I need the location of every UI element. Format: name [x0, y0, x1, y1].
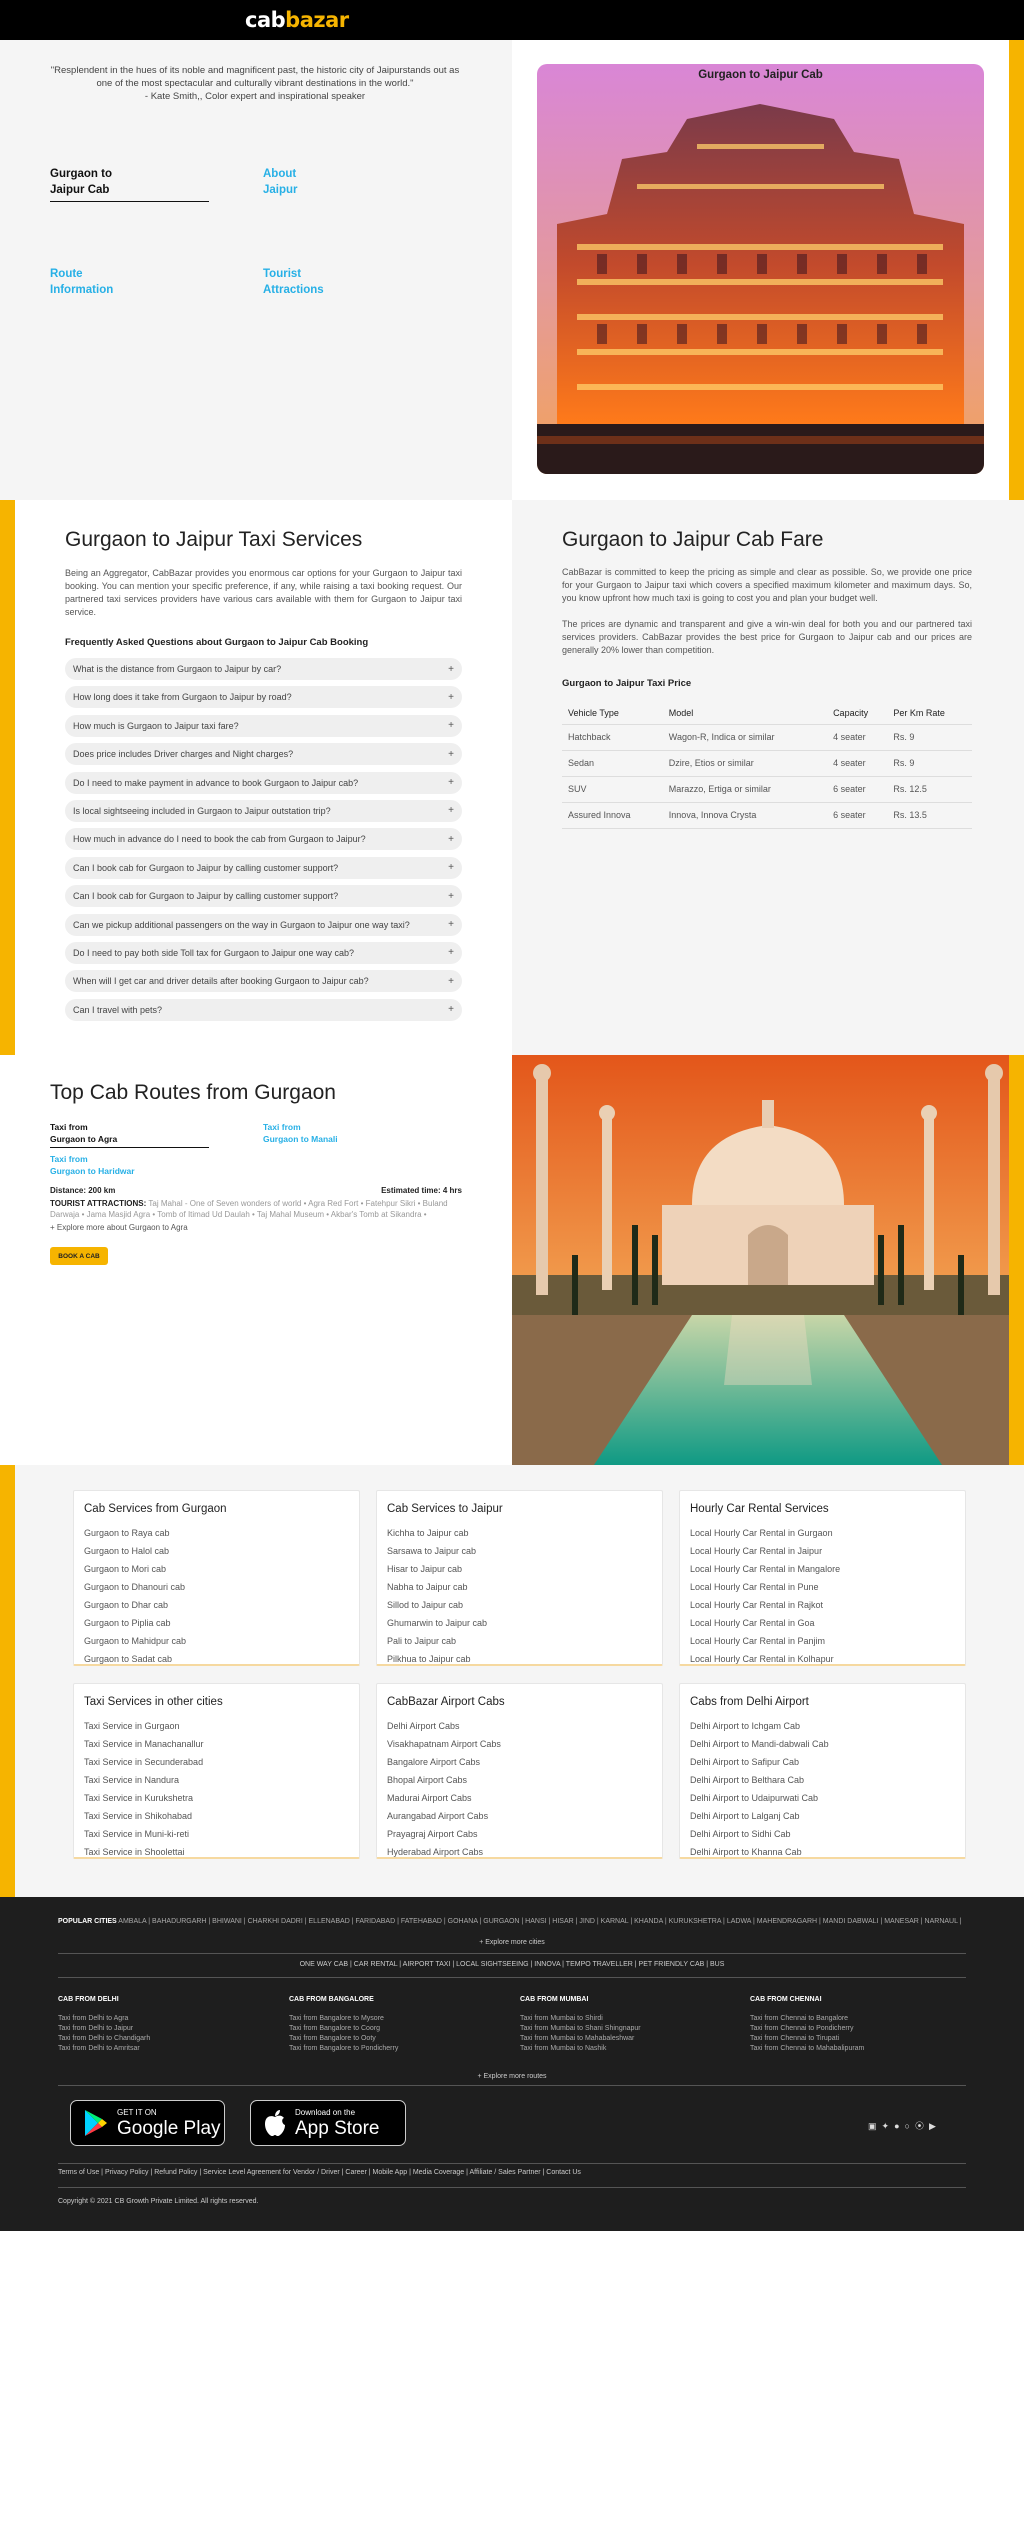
route-details: [50, 1185, 462, 1233]
pinterest-icon[interactable]: ⦿: [914, 2121, 929, 2131]
card-link[interactable]: Gurgaon to Raya cab: [84, 1528, 170, 1538]
card-title: Taxi Services in other cities: [84, 1696, 223, 1708]
card-link[interactable]: Gurgaon to Sadat cab: [84, 1654, 173, 1664]
card-link[interactable]: Ghumarwin to Jaipur cab: [387, 1618, 488, 1628]
tab-line1: Taxi from: [263, 1122, 301, 1132]
app-store-big: App Store: [295, 2117, 380, 2139]
faq-question: Is local sightseeing included in Gurgaon to Jaipur outstation trip?: [73, 805, 331, 816]
card-link[interactable]: Hyderabad Airport Cabs: [387, 1847, 484, 1857]
divider: [58, 2163, 966, 2164]
card-link[interactable]: Delhi Airport to Lalganj Cab: [690, 1811, 800, 1821]
card-link[interactable]: Taxi Service in Kurukshetra: [84, 1793, 194, 1803]
faq-item[interactable]: [65, 942, 462, 964]
plus-icon: +: [448, 833, 454, 845]
divider: [58, 1977, 966, 1978]
services-description: Being an Aggregator, CabBazar provides you enormous car options for your Gurgaon to Jaipur taxi booking. You can mention your specific preference, if any, while raising a taxi booking request. Our partnered taxi services providers have various cars available with them for Gurgaon to Jaipur taxi service.: [65, 568, 462, 617]
link-card: [679, 1490, 966, 1666]
tab-line1: Taxi from: [50, 1154, 88, 1164]
card-link[interactable]: Gurgaon to Piplia cab: [84, 1618, 171, 1628]
faq-heading: Frequently Asked Questions about Gurgaon to Jaipur Cab Booking: [65, 637, 369, 648]
link-card: [376, 1683, 663, 1859]
fare-row: [562, 724, 972, 750]
hero-left-panel: [0, 40, 512, 500]
nav-line2: Jaipur: [263, 184, 298, 196]
faq-item[interactable]: [65, 999, 462, 1021]
card-link[interactable]: Delhi Airport to Khanna Cab: [690, 1847, 802, 1857]
card-link[interactable]: Visakhapatnam Airport Cabs: [387, 1739, 501, 1749]
card-link[interactable]: Local Hourly Car Rental in Kolhapur: [690, 1654, 834, 1664]
faq-item[interactable]: [65, 715, 462, 737]
card-link[interactable]: Delhi Airport to Sidhi Cab: [690, 1829, 791, 1839]
card-link[interactable]: Gurgaon to Dhar cab: [84, 1600, 169, 1610]
plus-icon: +: [448, 919, 454, 931]
footer-route-link[interactable]: Taxi from Mumbai to Nashik: [520, 2045, 607, 2052]
card-link[interactable]: Local Hourly Car Rental in Pune: [690, 1582, 819, 1592]
card-link[interactable]: Local Hourly Car Rental in Goa: [690, 1618, 815, 1628]
fare-cell: Rs. 12.5: [887, 776, 972, 802]
fare-cell: Rs. 9: [887, 750, 972, 776]
explore-routes-link[interactable]: + Explore more routes: [477, 2073, 547, 2080]
nav-about-jaipur[interactable]: [263, 166, 298, 198]
nav-line2: Jaipur Cab: [50, 184, 110, 196]
quote-text: "Resplendent in the hues of its noble and magnificent past, the historic city of Jaipurstands out as one of the most spectacular and culturally vibrant destinations in the world.": [50, 65, 460, 89]
divider: [58, 2085, 966, 2086]
card-link[interactable]: Delhi Airport to Udaipurwati Cab: [690, 1793, 819, 1803]
card-link[interactable]: Taxi Service in Secunderabad: [84, 1757, 204, 1767]
footer-route-column: [58, 1995, 258, 2054]
hero-nav: [50, 166, 470, 346]
card-title: Cab Services from Gurgaon: [84, 1503, 227, 1515]
fare-paragraph: The prices are dynamic and transparent and give a win-win deal for both you and our partnered taxi services providers. CabBazar provides the best price for Gurgaon to Jaipur cab and our prices are generally 20% lower than competition.: [562, 619, 972, 655]
fare-col-header: Model: [663, 702, 827, 724]
footer-route-link[interactable]: Taxi from Bangalore to Ooty: [289, 2035, 376, 2042]
fare-cell: 4 seater: [827, 724, 887, 750]
nav-line1: Gurgaon to: [50, 168, 112, 180]
footer-route-column: [520, 1995, 720, 2054]
card-link[interactable]: Sillod to Jaipur cab: [387, 1600, 464, 1610]
link-card: [376, 1490, 663, 1666]
faq-question: Can I travel with pets?: [73, 1004, 163, 1015]
cabbazar-logo[interactable]: [245, 8, 349, 32]
card-link[interactable]: Taxi Service in Manachanallur: [84, 1739, 204, 1749]
accent-strip: [1009, 40, 1024, 500]
card-link-list: [387, 1524, 652, 1666]
fare-cell: Dzire, Etios or similar: [663, 750, 827, 776]
footer-column-title: CAB FROM BANGALORE: [289, 1996, 374, 2003]
attractions-list: Taj Mahal - One of Seven wonders of world • Agra Red Fort • Fatehpur Sikri • Buland Darwaja • Jama Masjid Agra • Tomb of Itimad Ud Daulah • Taj Mahal Museum • Akbar's Tomb at Sikandra •: [50, 1199, 448, 1219]
faq-item[interactable]: [65, 800, 462, 822]
fare-row: [562, 750, 972, 776]
google-play-small: GET IT ON: [117, 2107, 157, 2117]
routes-title: Top Cab Routes from Gurgaon: [50, 1081, 336, 1104]
card-link-list: [84, 1524, 349, 1666]
plus-icon: +: [448, 947, 454, 959]
card-link-list: [690, 1717, 955, 1859]
footer-route-link[interactable]: Taxi from Bangalore to Coorg: [289, 2025, 381, 2032]
footer-route-link[interactable]: Taxi from Delhi to Amritsar: [58, 2045, 140, 2052]
faq-list: [65, 658, 462, 1027]
footer-column-title: CAB FROM CHENNAI: [750, 1996, 822, 2003]
top-navbar: [0, 0, 1024, 40]
card-link[interactable]: Prayagraj Airport Cabs: [387, 1829, 478, 1839]
card-link[interactable]: Taxi Service in Shoolettai: [84, 1847, 185, 1857]
plus-icon: +: [448, 862, 454, 874]
footer-route-link[interactable]: Taxi from Delhi to Agra: [58, 2015, 129, 2022]
faq-question: Can I book cab for Gurgaon to Jaipur by calling customer support?: [73, 891, 339, 902]
footer-route-link[interactable]: Taxi from Chennai to Pondicherry: [750, 2025, 854, 2032]
card-link-list: [387, 1717, 652, 1859]
faq-question: Do I need to make payment in advance to book Gurgaon to Jaipur cab?: [73, 777, 359, 788]
tab-line2: Gurgaon to Agra: [50, 1134, 118, 1144]
book-a-cab-button[interactable]: BOOK A CAB: [50, 1247, 108, 1265]
fare-cell: Rs. 9: [887, 724, 972, 750]
copyright: Copyright © 2021 CB Growth Private Limited. All rights reserved.: [58, 2198, 259, 2205]
faq-item[interactable]: [65, 970, 462, 992]
linkedin-icon[interactable]: ●: [894, 2121, 905, 2131]
route-tab-agra[interactable]: [50, 1121, 209, 1148]
route-time: Estimated time: 4 hrs: [381, 1186, 462, 1195]
faq-item[interactable]: [65, 658, 462, 680]
twitter-icon[interactable]: ✦: [881, 2121, 895, 2131]
nav-line2: Attractions: [263, 284, 324, 296]
card-link[interactable]: Taxi Service in Muni-ki-reti: [84, 1829, 190, 1839]
faq-question: How long does it take from Gurgaon to Jaipur by road?: [73, 692, 292, 703]
footer-route-link[interactable]: Taxi from Mumbai to Mahabaleshwar: [520, 2035, 635, 2042]
faq-item[interactable]: [65, 914, 462, 936]
link-card: [679, 1683, 966, 1859]
card-link[interactable]: Taxi Service in Nandura: [84, 1775, 180, 1785]
fare-subheading: Gurgaon to Jaipur Taxi Price: [562, 678, 692, 689]
attractions-label: TOURIST ATTRACTIONS:: [50, 1199, 147, 1208]
fare-table-header: [562, 702, 972, 724]
fare-cell: Wagon-R, Indica or similar: [663, 724, 827, 750]
nav-route-information[interactable]: [50, 266, 113, 298]
links-cards-section: [0, 1465, 1024, 1897]
quote-author: - Kate Smith,, Color expert and inspirational speaker: [144, 91, 366, 102]
services-title: Gurgaon to Jaipur Taxi Services: [65, 528, 363, 551]
footer-column-title: CAB FROM MUMBAI: [520, 1996, 589, 2003]
card-link[interactable]: Taxi Service in Shikohabad: [84, 1811, 193, 1821]
fare-description: [562, 566, 972, 670]
card-title: Cab Services to Jaipur: [387, 1503, 503, 1515]
fare-cell: Assured Innova: [562, 802, 663, 828]
fare-paragraph: CabBazar is committed to keep the pricing as simple and clear as possible. So, we provide one price for your Gurgaon to Jaipur taxi which covers a specified maximum kilometer and maximum days. So, you know upfront how much taxi is going to cost you and plan your budget well.: [562, 567, 972, 603]
fare-cell: 6 seater: [827, 776, 887, 802]
hawa-mahal-image: [537, 64, 984, 474]
footer-route-link[interactable]: Taxi from Bangalore to Pondicherry: [289, 2045, 399, 2052]
faq-question: Do I need to pay both side Toll tax for Gurgaon to Jaipur one way cab?: [73, 947, 355, 958]
card-link[interactable]: Pilkhua to Jaipur cab: [387, 1654, 471, 1664]
plus-icon: +: [448, 975, 454, 987]
footer-route-column: [289, 1995, 489, 2054]
card-link-list: [690, 1524, 955, 1666]
route-tab-haridwar[interactable]: [50, 1153, 135, 1177]
card-link[interactable]: Pali to Jaipur cab: [387, 1636, 457, 1646]
footer-route-link[interactable]: Taxi from Delhi to Jaipur: [58, 2025, 134, 2032]
footer-route-link[interactable]: Taxi from Mumbai to Shani Shingnapur: [520, 2025, 641, 2032]
plus-icon: +: [448, 805, 454, 817]
hero-image-caption: Gurgaon to Jaipur Cab: [698, 69, 823, 81]
card-link[interactable]: Hisar to Jaipur cab: [387, 1564, 463, 1574]
fare-table: [562, 702, 972, 829]
footer-route-link[interactable]: Taxi from Delhi to Chandigarh: [58, 2035, 151, 2042]
card-link[interactable]: Gurgaon to Halol cab: [84, 1546, 170, 1556]
card-link[interactable]: Delhi Airport to Belthara Cab: [690, 1775, 805, 1785]
card-link[interactable]: Gurgaon to Mori cab: [84, 1564, 167, 1574]
divider: [58, 1953, 966, 1954]
card-link[interactable]: Local Hourly Car Rental in Panjim: [690, 1636, 826, 1646]
card-link[interactable]: Delhi Airport to Mandi-dabwali Cab: [690, 1739, 829, 1749]
faq-question: Can I book cab for Gurgaon to Jaipur by calling customer support?: [73, 862, 339, 873]
tab-line2: Gurgaon to Manali: [263, 1134, 338, 1144]
services-fare-section: [0, 500, 1024, 1055]
card-link[interactable]: Delhi Airport to Ichgam Cab: [690, 1721, 801, 1731]
card-link[interactable]: Bangalore Airport Cabs: [387, 1757, 481, 1767]
youtube-icon[interactable]: ▶: [928, 2121, 941, 2131]
card-link-list: [84, 1717, 349, 1859]
faq-question: When will I get car and driver details after booking Gurgaon to Jaipur cab?: [73, 976, 369, 987]
card-link[interactable]: Sarsawa to Jaipur cab: [387, 1546, 477, 1556]
card-link[interactable]: Kichha to Jaipur cab: [387, 1528, 469, 1538]
link-card: [73, 1683, 360, 1859]
footer-legal-links[interactable]: Terms of Use | Privacy Policy | Refund Policy | Service Level Agreement for Vendor / Driver | Career | Mobile App | Media Coverage | Affiliate / Sales Partner | Contact Us: [58, 2169, 581, 2176]
plus-icon: +: [448, 691, 454, 703]
faq-question: What is the distance from Gurgaon to Jaipur by car?: [73, 664, 282, 674]
card-link[interactable]: Local Hourly Car Rental in Jaipur: [690, 1546, 823, 1556]
card-title: CabBazar Airport Cabs: [387, 1696, 505, 1708]
plus-icon: +: [448, 1004, 454, 1016]
plus-icon: +: [448, 890, 454, 902]
fare-cell: Sedan: [562, 750, 663, 776]
explore-cities-link[interactable]: + Explore more cities: [479, 1939, 545, 1946]
fare-title: Gurgaon to Jaipur Cab Fare: [562, 528, 824, 551]
app-store-button[interactable]: [250, 2100, 406, 2146]
fare-cell: Hatchback: [562, 724, 663, 750]
nav-line2: Information: [50, 284, 114, 296]
card-link[interactable]: Aurangabad Airport Cabs: [387, 1811, 489, 1821]
faq-item[interactable]: [65, 686, 462, 708]
fare-cell: Marazzo, Ertiga or similar: [663, 776, 827, 802]
card-link[interactable]: Delhi Airport to Safipur Cab: [690, 1757, 800, 1767]
card-link[interactable]: Delhi Airport Cabs: [387, 1721, 460, 1731]
accent-strip: [0, 1465, 15, 1897]
route-tab-manali[interactable]: [263, 1121, 338, 1145]
fare-col-header: Vehicle Type: [562, 702, 663, 724]
nav-line1: About: [263, 168, 297, 180]
faq-item[interactable]: [65, 743, 462, 765]
plus-icon: +: [448, 748, 454, 760]
fare-panel: [512, 500, 1024, 1055]
footer-column-title: CAB FROM DELHI: [58, 1996, 119, 2003]
footer-route-column: [750, 1995, 950, 2054]
link-card: [73, 1490, 360, 1666]
fare-col-header: Per Km Rate: [887, 702, 972, 724]
facebook-icon[interactable]: ▣: [868, 2121, 882, 2131]
services-panel: [0, 500, 512, 1055]
hero-quote: [50, 64, 460, 103]
faq-item[interactable]: [65, 772, 462, 794]
faq-question: Does price includes Driver charges and Night charges?: [73, 749, 294, 760]
logo-cab-text: cab: [245, 8, 286, 32]
footer-route-link[interactable]: Taxi from Chennai to Tirupati: [750, 2035, 840, 2042]
nav-tourist-attractions[interactable]: [263, 266, 324, 298]
fare-row: [562, 802, 972, 828]
faq-question: How much in advance do I need to book the cab from Gurgaon to Jaipur?: [73, 834, 366, 845]
card-link[interactable]: Gurgaon to Mahidpur cab: [84, 1636, 187, 1646]
plus-icon: +: [448, 720, 454, 732]
card-title: Hourly Car Rental Services: [690, 1503, 829, 1515]
fare-col-header: Capacity: [827, 702, 887, 724]
card-title: Cabs from Delhi Airport: [690, 1696, 809, 1708]
accent-strip: [0, 500, 15, 1055]
footer-route-link[interactable]: Taxi from Mumbai to Shirdi: [520, 2015, 603, 2022]
faq-question: How much is Gurgaon to Jaipur taxi fare?: [73, 720, 239, 731]
card-link[interactable]: Gurgaon to Dhanouri cab: [84, 1582, 186, 1592]
instagram-icon[interactable]: ○: [904, 2121, 915, 2131]
footer: [0, 1897, 1024, 2231]
routes-section: [0, 1055, 1024, 1465]
google-play-button[interactable]: [70, 2100, 225, 2146]
app-store-small: Download on the: [295, 2107, 356, 2117]
social-links: [868, 2119, 941, 2132]
card-link[interactable]: Local Hourly Car Rental in Rajkot: [690, 1600, 824, 1610]
apple-icon: [263, 2109, 287, 2137]
popular-cities: [58, 1917, 966, 1927]
popular-cities-list[interactable]: AMBALA | BAHADURGARH | BHIWANI | CHARKHI DADRI | ELLENABAD | FARIDABAD | FATEHABAD | GOHANA | GURGAON | HANSI | HISAR | JIND | KARNAL | KHANDA | KURUKSHETRA | LADWA | MAHENDRAGARH | MANDI DABWALI | MANESAR | NARNAUL |: [118, 1918, 962, 1925]
tab-line2: Gurgaon to Haridwar: [50, 1166, 135, 1176]
footer-route-link[interactable]: Taxi from Chennai to Bangalore: [750, 2015, 849, 2022]
fare-cell: 4 seater: [827, 750, 887, 776]
faq-item[interactable]: [65, 885, 462, 907]
taj-mahal-image: [512, 1055, 1024, 1465]
fare-cell: 6 seater: [827, 802, 887, 828]
hero-section: [0, 40, 1024, 500]
footer-route-link[interactable]: Taxi from Chennai to Mahabalipuram: [750, 2045, 865, 2052]
divider: [58, 2187, 966, 2188]
faq-item[interactable]: [65, 828, 462, 850]
google-play-big: Google Play: [117, 2117, 221, 2139]
faq-question: Can we pickup additional passengers on the way in Gurgaon to Jaipur one way taxi?: [73, 919, 410, 930]
logo-bazar-text: bazar: [285, 8, 349, 32]
nav-gurgaon-to-jaipur-cab[interactable]: [50, 166, 209, 202]
footer-route-link[interactable]: Taxi from Bangalore to Mysore: [289, 2015, 384, 2022]
nav-line1: Tourist: [263, 268, 302, 280]
card-link[interactable]: Taxi Service in Gurgaon: [84, 1721, 180, 1731]
card-link[interactable]: Local Hourly Car Rental in Mangalore: [690, 1564, 841, 1574]
card-link[interactable]: Nabha to Jaipur cab: [387, 1582, 468, 1592]
popular-cities-label: POPULAR CITIES: [58, 1918, 117, 1925]
accent-strip: [1009, 1055, 1024, 1465]
faq-item[interactable]: [65, 857, 462, 879]
explore-route-link[interactable]: + Explore more about Gurgaon to Agra: [50, 1223, 188, 1232]
routes-panel: [0, 1055, 512, 1465]
footer-categories[interactable]: ONE WAY CAB | CAR RENTAL | AIRPORT TAXI | LOCAL SIGHTSEEING | INNOVA | TEMPO TRAVELLER | PET FRIENDLY CAB | BUS: [299, 1961, 725, 1968]
plus-icon: +: [448, 663, 454, 675]
tab-line1: Taxi from: [50, 1122, 88, 1132]
card-link[interactable]: Bhopal Airport Cabs: [387, 1775, 468, 1785]
card-link[interactable]: Local Hourly Car Rental in Gurgaon: [690, 1528, 833, 1538]
card-link[interactable]: Madurai Airport Cabs: [387, 1793, 472, 1803]
fare-cell: SUV: [562, 776, 663, 802]
route-distance: Distance: 200 km: [50, 1186, 116, 1195]
fare-row: [562, 776, 972, 802]
fare-cell: Innova, Innova Crysta: [663, 802, 827, 828]
fare-cell: Rs. 13.5: [887, 802, 972, 828]
google-play-icon: [83, 2109, 109, 2137]
nav-line1: Route: [50, 268, 83, 280]
plus-icon: +: [448, 777, 454, 789]
